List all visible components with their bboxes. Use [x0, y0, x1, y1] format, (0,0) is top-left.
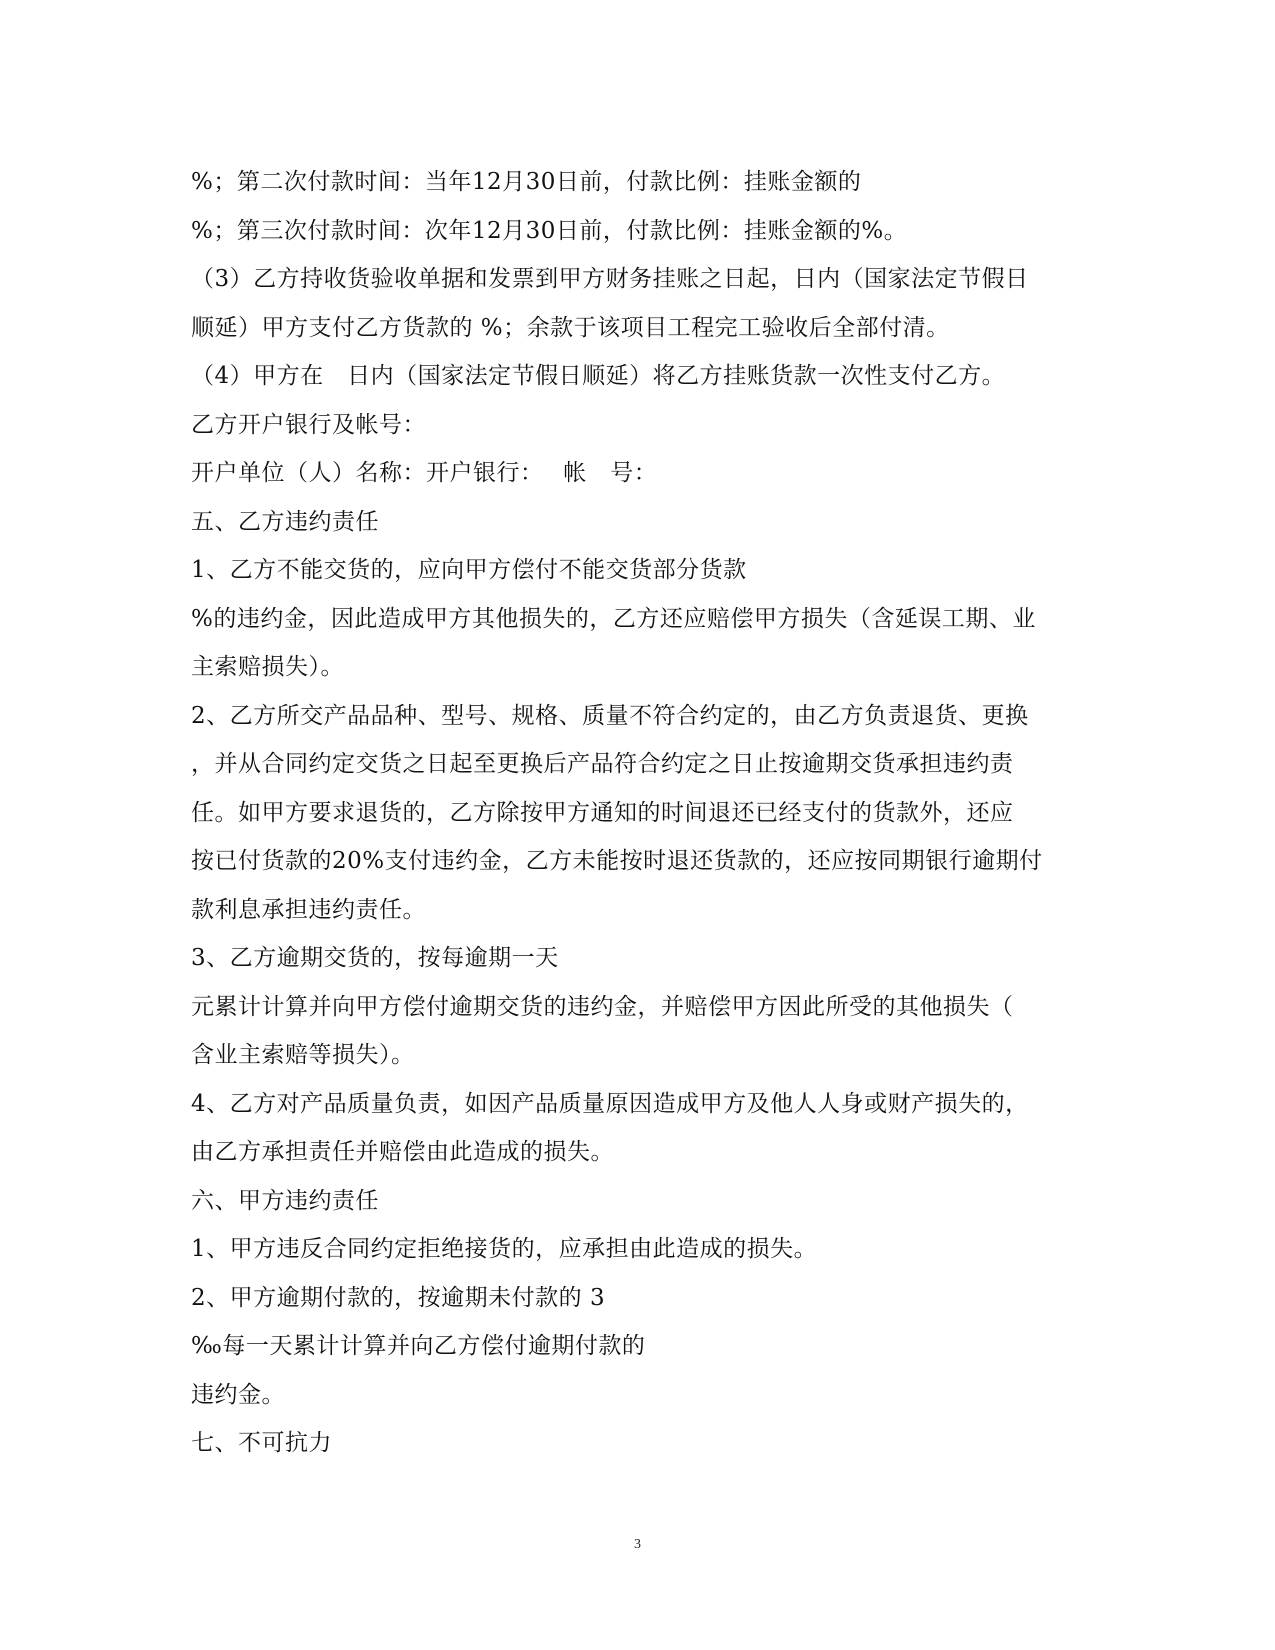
- text-line: 2、乙方所交产品品种、型号、规格、质量不符合约定的，由乙方负责退货、更换: [191, 702, 1029, 729]
- page-number: 3: [634, 1537, 641, 1552]
- text-line: 开户单位（人）名称：开户银行： 帐 号：: [191, 460, 658, 486]
- section-heading: 七、不可抗力: [191, 1430, 332, 1456]
- text-line: 乙方开户银行及帐号：: [191, 411, 426, 438]
- section-heading: 五、乙方违约责任: [191, 508, 379, 535]
- document-body: [191, 158, 1091, 1468]
- text-line: （3）乙方持收货验收单据和发票到甲方财务挂账之日起，日内（国家法定节假日: [191, 266, 1029, 292]
- text-line: ，并从合同约定交货之日起至更换后产品符合约定之日止按逾期交货承担违约责: [191, 751, 1014, 777]
- text-line: （4）甲方在 日内（国家法定节假日顺延）将乙方挂账货款一次性支付乙方。: [191, 363, 1006, 389]
- text-line: 按已付货款的20%支付违约金，乙方未能按时退还货款的，还应按同期银行逾期付: [191, 848, 1043, 874]
- text-line: 顺延）甲方支付乙方货款的 %；余款于该项目工程完工验收后全部付清。: [191, 314, 950, 341]
- text-line: %的违约金，因此造成甲方其他损失的，乙方还应赔偿甲方损失（含延误工期、业: [191, 605, 1036, 632]
- text-line: 任。如甲方要求退货的，乙方除按甲方通知的时间退还已经支付的货款外，还应: [191, 799, 1014, 826]
- text-line: ‰每一天累计计算并向乙方偿付逾期付款的: [191, 1333, 646, 1359]
- text-line: 4、乙方对产品质量负责，如因产品质量原因造成甲方及他人人身或财产损失的，: [191, 1090, 1029, 1117]
- text-line: 元累计计算并向甲方偿付逾期交货的违约金，并赔偿甲方因此所受的其他损失（: [191, 993, 1014, 1020]
- text-line: 违约金。: [191, 1381, 285, 1408]
- text-line: 由乙方承担责任并赔偿由此造成的损失。: [191, 1139, 614, 1165]
- text-line: 2、甲方逾期付款的，按逾期未付款的 3: [191, 1284, 606, 1311]
- text-line: %；第二次付款时间：当年12月30日前，付款比例：挂账金额的: [191, 169, 862, 195]
- text-line: 款利息承担违约责任。: [191, 896, 426, 923]
- text-line: %；第三次付款时间：次年12月30日前，付款比例：挂账金额的%。: [191, 217, 908, 244]
- text-line: 1、甲方违反合同约定拒绝接货的，应承担由此造成的损失。: [191, 1236, 818, 1262]
- section-heading: 六、甲方违约责任: [191, 1187, 379, 1214]
- text-line: 3、乙方逾期交货的，按每逾期一天: [191, 945, 559, 971]
- text-line: 主索赔损失）。: [191, 654, 344, 680]
- text-line: 含业主索赔等损失）。: [191, 1042, 415, 1068]
- text-line: 1、乙方不能交货的，应向甲方偿付不能交货部分货款: [191, 557, 747, 583]
